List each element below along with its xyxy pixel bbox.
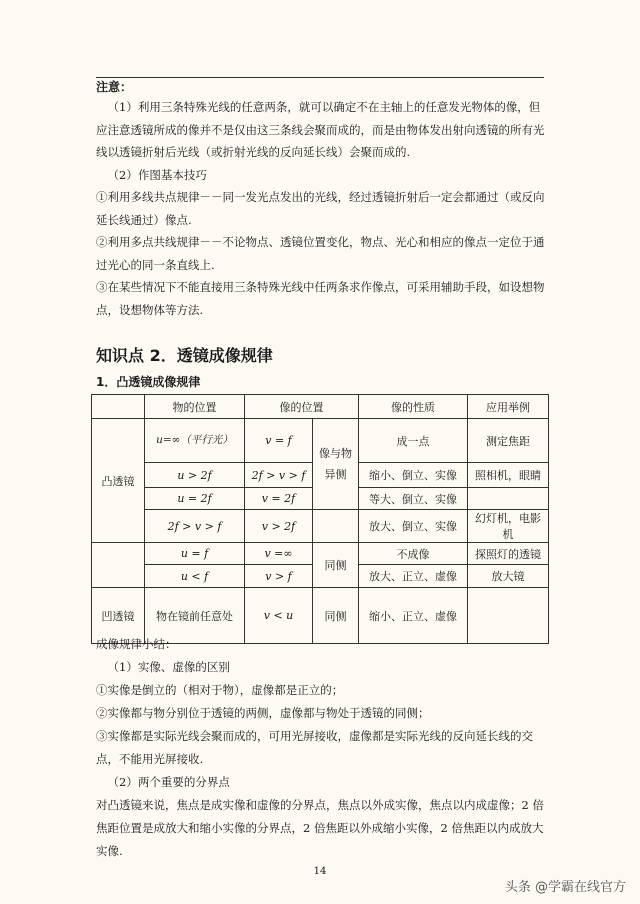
image-position-cell: v =∞: [245, 543, 313, 565]
lens-imaging-table: [91, 394, 549, 644]
summary-title: 成像规律小结：: [96, 637, 177, 651]
table-row: [92, 419, 549, 463]
note-paragraph-3: ①利用多线共点规律－－同一发光点发出的光线，经过透镜折射后一定会都通过（或反向延长线通过）像点.: [96, 190, 545, 227]
table-header-row: [92, 395, 549, 419]
image-position-cell: v > f: [245, 565, 313, 588]
summary-item-6: 对凸透镜来说，焦点是成实像和虚像的分界点，焦点以外成实像，焦点以内成虚像；2 倍焦距位置是成放大和缩小实像的分界点，2 倍焦距以外成缩小实像，2 倍焦距以内成放大实像.: [96, 798, 544, 858]
summary-item-2: ①实像是倒立的（相对于物），虚像都是正立的；: [96, 683, 344, 697]
object-position-cell: 2f > v > f: [145, 510, 245, 543]
application-cell: 照相机，眼睛: [468, 463, 549, 488]
table-row: [92, 510, 549, 543]
note-paragraph-4: ②利用多点共线规律－－不论物点、透镜位置变化，物点、光心和相应的像点一定位于通过光心的同一条直线上.: [96, 235, 545, 272]
application-cell: 测定焦距: [468, 419, 549, 463]
image-side-cell: 像与物异侧: [313, 419, 359, 510]
image-side-cell: [313, 510, 359, 543]
object-position-cell: u > 2f: [145, 463, 245, 488]
table-row: [92, 543, 549, 565]
convex-lens-label: 凸透镜: [92, 419, 145, 543]
object-position-cell: u < f: [145, 565, 245, 588]
image-nature-cell: 成一点: [359, 419, 468, 463]
summary-item-1: （1）实像、虚像的区别: [107, 660, 230, 674]
image-nature-cell: 不成像: [359, 543, 468, 565]
image-position-cell: v = 2f: [245, 488, 313, 510]
section-subtitle: 1．凸透镜成像规律: [96, 375, 201, 389]
section-title: 知识点 2．透镜成像规律: [96, 346, 273, 365]
image-side-cell: 同侧: [313, 543, 359, 588]
summary-item-5: （2）两个重要的分界点: [107, 775, 230, 789]
note-paragraph-2: （2）作图基本技巧: [107, 168, 207, 182]
watermark: 头条 @学霸在线官方: [504, 880, 626, 895]
image-position-cell: v > 2f: [245, 510, 313, 543]
summary-item-4: ③实像都是实际光线会聚而成的，可用光屏接收，虚像都是实际光线的反向延长线的交点，不能用光屏接收.: [96, 729, 533, 766]
object-position-cell: u = f: [145, 543, 245, 565]
application-cell: [468, 488, 549, 510]
table-corner-cell: [92, 395, 145, 419]
note-paragraph-5: ③在某些情况下不能直接用三条特殊光线中任两条求作像点，可采用辅助手段，如设想物点，设想物体等方法.: [96, 280, 545, 317]
concave-lens-label: 凹透镜: [92, 588, 145, 644]
application-cell: 放大镜: [468, 565, 549, 588]
image-nature-cell: 等大、倒立、实像: [359, 488, 468, 510]
header-object-position: 物的位置: [145, 395, 245, 419]
image-nature-cell: 缩小、倒立、实像: [359, 463, 468, 488]
object-position-cell: u = 2f: [145, 488, 245, 510]
image-nature-cell: 放大、倒立、实像: [359, 510, 468, 543]
object-position-cell: 物在镜前任意处: [145, 588, 245, 644]
image-position-cell: 2f > v > f: [245, 463, 313, 488]
object-position-cell: u=∞（平行光）: [145, 419, 245, 463]
page-number: 14: [313, 866, 327, 877]
header-image-position: 像的位置: [245, 395, 359, 419]
image-side-cell: 同侧: [313, 588, 359, 644]
image-position-cell: v = f: [245, 419, 313, 463]
header-image-nature: 像的性质: [359, 395, 468, 419]
header-application: 应用举例: [468, 395, 549, 419]
summary-item-3: ②实像都与物分别位于透镜的两侧，虚像都与物处于透镜的同侧；: [96, 706, 430, 720]
note-title: 注意：: [96, 80, 133, 94]
application-cell: 幻灯机，电影机: [468, 510, 549, 543]
header-rule: [96, 77, 544, 78]
note-paragraph-1: （1）利用三条特殊光线的任意两条，就可以确定不在主轴上的任意发光物体的像，但应注意透镜所成的像并不是仅由这三条线会聚而成的，而是由物体发出射向透镜的所有光线以透镜折射后光线（或折射光线的反向延长线）会聚而成的.: [96, 100, 545, 159]
image-position-cell: v < u: [245, 588, 313, 644]
convex-lens-label-cont: [92, 543, 145, 588]
image-nature-cell: 缩小、正立、虚像: [359, 588, 468, 644]
application-cell: 探照灯的透镜: [468, 543, 549, 565]
image-nature-cell: 放大、正立、虚像: [359, 565, 468, 588]
